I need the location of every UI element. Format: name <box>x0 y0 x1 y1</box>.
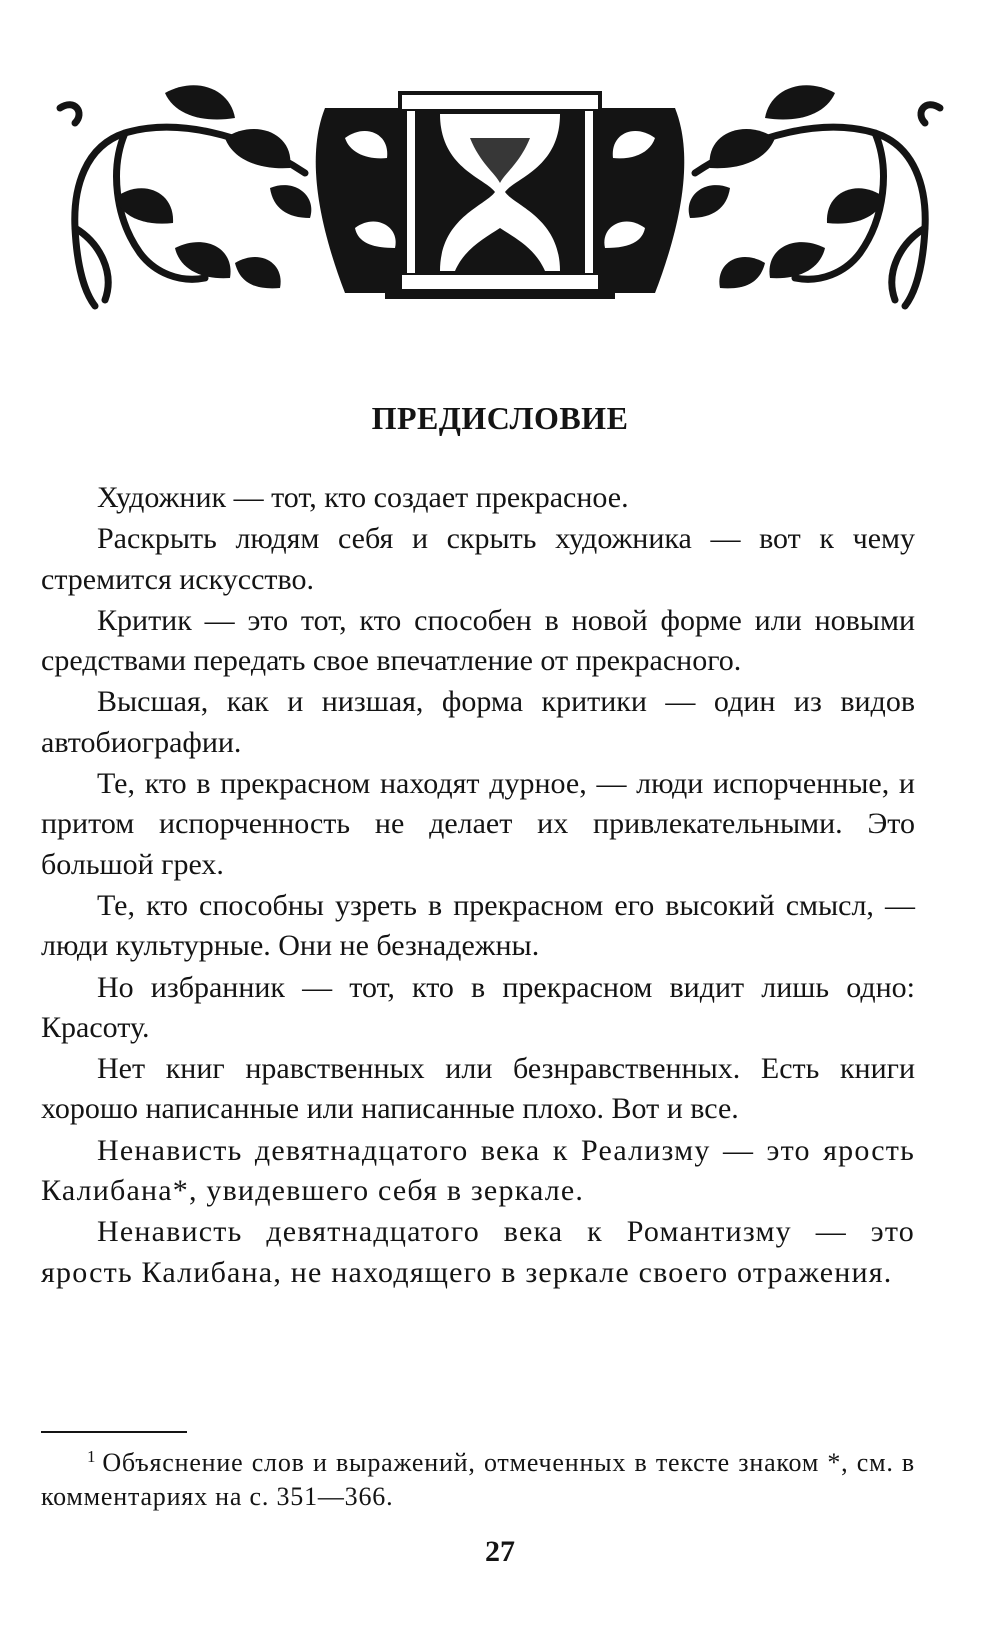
paragraph: Но избранник — тот, кто в прекрасном видит лишь одно: Красоту. <box>41 970 915 1044</box>
footnote-divider <box>41 1431 187 1433</box>
paragraph: Критик — это тот, кто способен в новой форме или новыми средствами передать свое впечатление от прекрасного. <box>41 603 915 678</box>
body-text <box>41 478 915 1294</box>
paragraph: Те, кто способны узреть в прекрасном его высокий смысл, — люди культурные. Они не безнадежны. <box>41 888 915 963</box>
paragraph: Ненависть девятнадцатого века к Романтизму — это ярость Калибана, не находящего в зеркале своего отражения. <box>41 1215 915 1289</box>
paragraph: Нет книг нравственных или безнравственных. Есть книги хорошо написанные или написанные плохо. Вот и все. <box>41 1052 915 1126</box>
footnote <box>41 1440 915 1514</box>
footnote-text: Объяснение слов и выражений, отмеченных в тексте знаком *, см. в комментариях на с. 351—366. <box>41 1448 915 1511</box>
chapter-heading: ПРЕДИСЛОВИЕ <box>371 400 629 436</box>
hourglass-ivy-ornament-icon <box>55 78 945 328</box>
paragraph: Высшая, как и низшая, форма критики — один из видов автобиографии. <box>41 685 915 759</box>
paragraph: Те, кто в прекрасном находят дурное, — люди испорченные, и притом испорченность не делает их привлекательными. Это большой грех. <box>41 767 915 881</box>
paragraph: Художник — тот, кто создает прекрасное. <box>97 481 629 514</box>
paragraph: Ненависть девятнадцатого века к Реализму — это ярость Калибана*, увидевшего себя в зеркале. <box>41 1133 915 1208</box>
paragraph: Раскрыть людям себя и скрыть художника — вот к чему стремится искусство. <box>41 522 915 596</box>
footnote-marker: 1 <box>87 1447 97 1466</box>
page-number: 27 <box>485 1535 515 1568</box>
